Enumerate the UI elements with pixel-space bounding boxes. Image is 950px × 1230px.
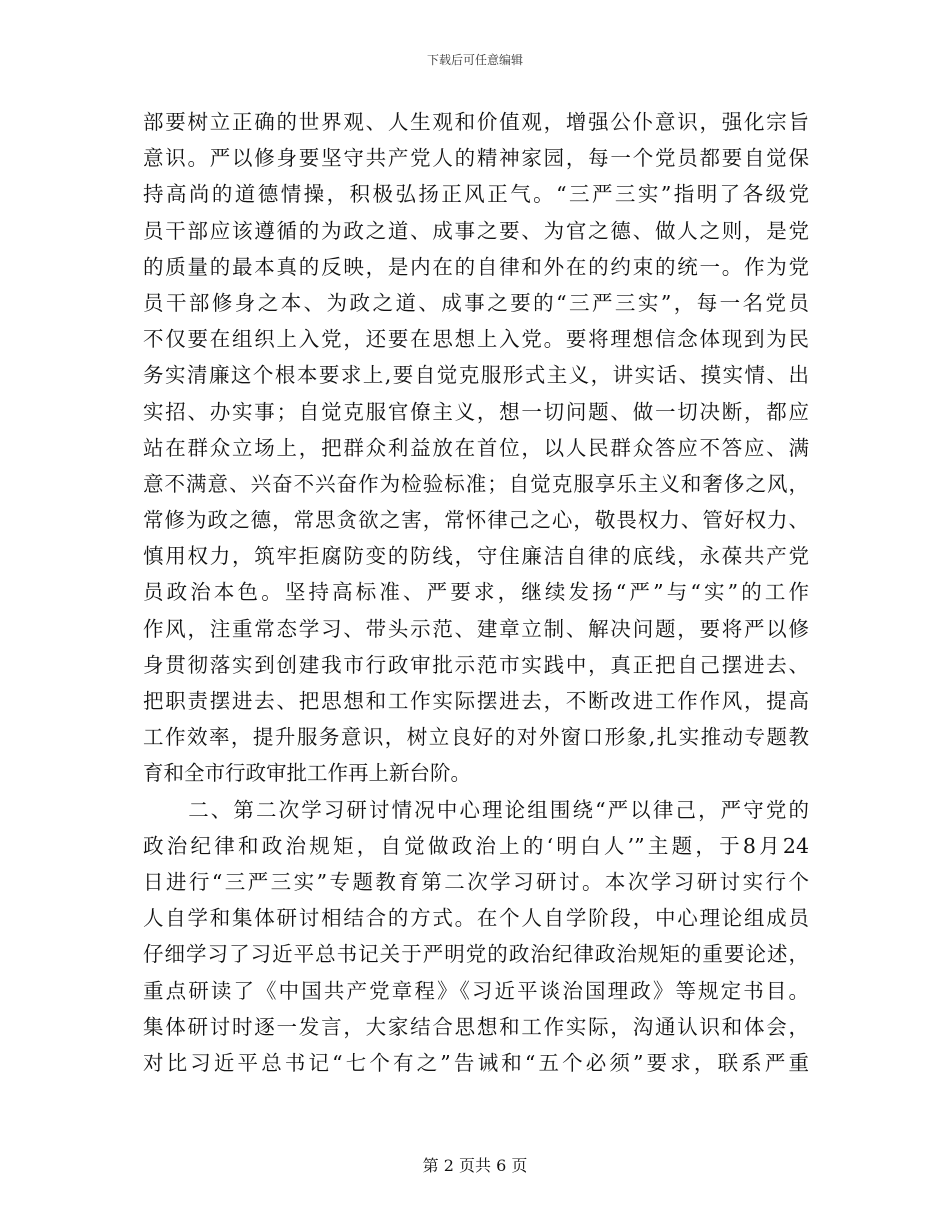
text-line: 员干部修身之本、为政之道、成事之要的“三严三实”，每一名党员 xyxy=(143,290,809,315)
text-line: 实招、办实事；自觉克服官僚主义，想一切问题、做一切决断，都应 xyxy=(143,399,809,424)
text-line: 意识。严以修身要坚守共产党人的精神家园，每一个党员都要自觉保 xyxy=(143,146,809,171)
text-line: 部要树立正确的世界观、人生观和价值观，增强公仆意识，强化宗旨 xyxy=(143,110,809,134)
text-line: 不仅要在组织上入党，还要在思想上入党。要将理想信念体现到为民 xyxy=(143,327,809,352)
text-line: 站在群众立场上，把群众利益放在首位，以人民群众答应不答应、满 xyxy=(143,435,809,460)
text-line: 的质量的最本真的反映，是内在的自律和外在的约束的统一。作为党 xyxy=(143,254,809,279)
document-body xyxy=(143,104,809,1081)
text-line: 持高尚的道德情操，积极弘扬正风正气。“三严三实”指明了各级党 xyxy=(143,182,809,207)
text-line: 员干部应该遵循的为政之道、成事之要、为官之德、做人之则，是党 xyxy=(143,218,809,243)
text-line: 育和全市行政审批工作再上新台阶。 xyxy=(143,761,471,786)
text-line: 二、第二次学习研讨情况中心理论组围绕“严以律己，严守党的 xyxy=(143,797,809,822)
text-line: 意不满意、兴奋不兴奋作为检验标准；自觉克服享乐主义和奢侈之风， xyxy=(143,471,809,496)
text-line: 把职责摆进去、把思想和工作实际摆进去，不断改进工作作风，提高 xyxy=(143,689,809,713)
text-line: 仔细学习了习近平总书记关于严明党的政治纪律政治规矩的重要论述， xyxy=(143,942,809,967)
text-line: 慎用权力，筑牢拒腐防变的防线，守住廉洁自律的底线，永葆共产党 xyxy=(143,544,809,569)
text-line: 日进行“三严三实”专题教育第二次学习研讨。本次学习研讨实行个 xyxy=(143,869,809,894)
text-line: 员政治本色。坚持高标准、严要求，继续发扬“严”与“实”的工作 xyxy=(143,580,809,605)
text-line: 对比习近平总书记“七个有之”告诫和“五个必须”要求，联系严重 xyxy=(143,1050,809,1075)
text-line: 政治纪律和政治规矩，自觉做政治上的‘明白人’”主题，于8月24 xyxy=(143,833,809,858)
text-line: 常修为政之德，常思贪欲之害，常怀律己之心，敬畏权力、管好权力、 xyxy=(143,508,809,533)
page-header-note: 下载后可任意编辑 xyxy=(426,53,523,67)
page-number: 第 2 页共 6 页 xyxy=(422,1156,528,1175)
text-line: 作风，注重常态学习、带头示范、建章立制、解决问题，要将严以修 xyxy=(143,616,809,641)
text-line: 务实清廉这个根本要求上,要自觉克服形式主义，讲实话、摸实情、出 xyxy=(143,363,809,388)
text-line: 集体研讨时逐一发言，大家结合思想和工作实际，沟通认识和体会， xyxy=(143,1014,809,1039)
text-line: 重点研读了《中国共产党章程》《习近平谈治国理政》等规定书目。 xyxy=(143,978,809,1003)
text-line: 工作效率，提升服务意识，树立良好的对外窗口形象,扎实推动专题教 xyxy=(143,725,809,750)
text-line: 人自学和集体研讨相结合的方式。在个人自学阶段，中心理论组成员 xyxy=(143,906,809,931)
text-line: 身贯彻落实到创建我市行政审批示范市实践中，真正把自己摆进去、 xyxy=(143,652,809,677)
